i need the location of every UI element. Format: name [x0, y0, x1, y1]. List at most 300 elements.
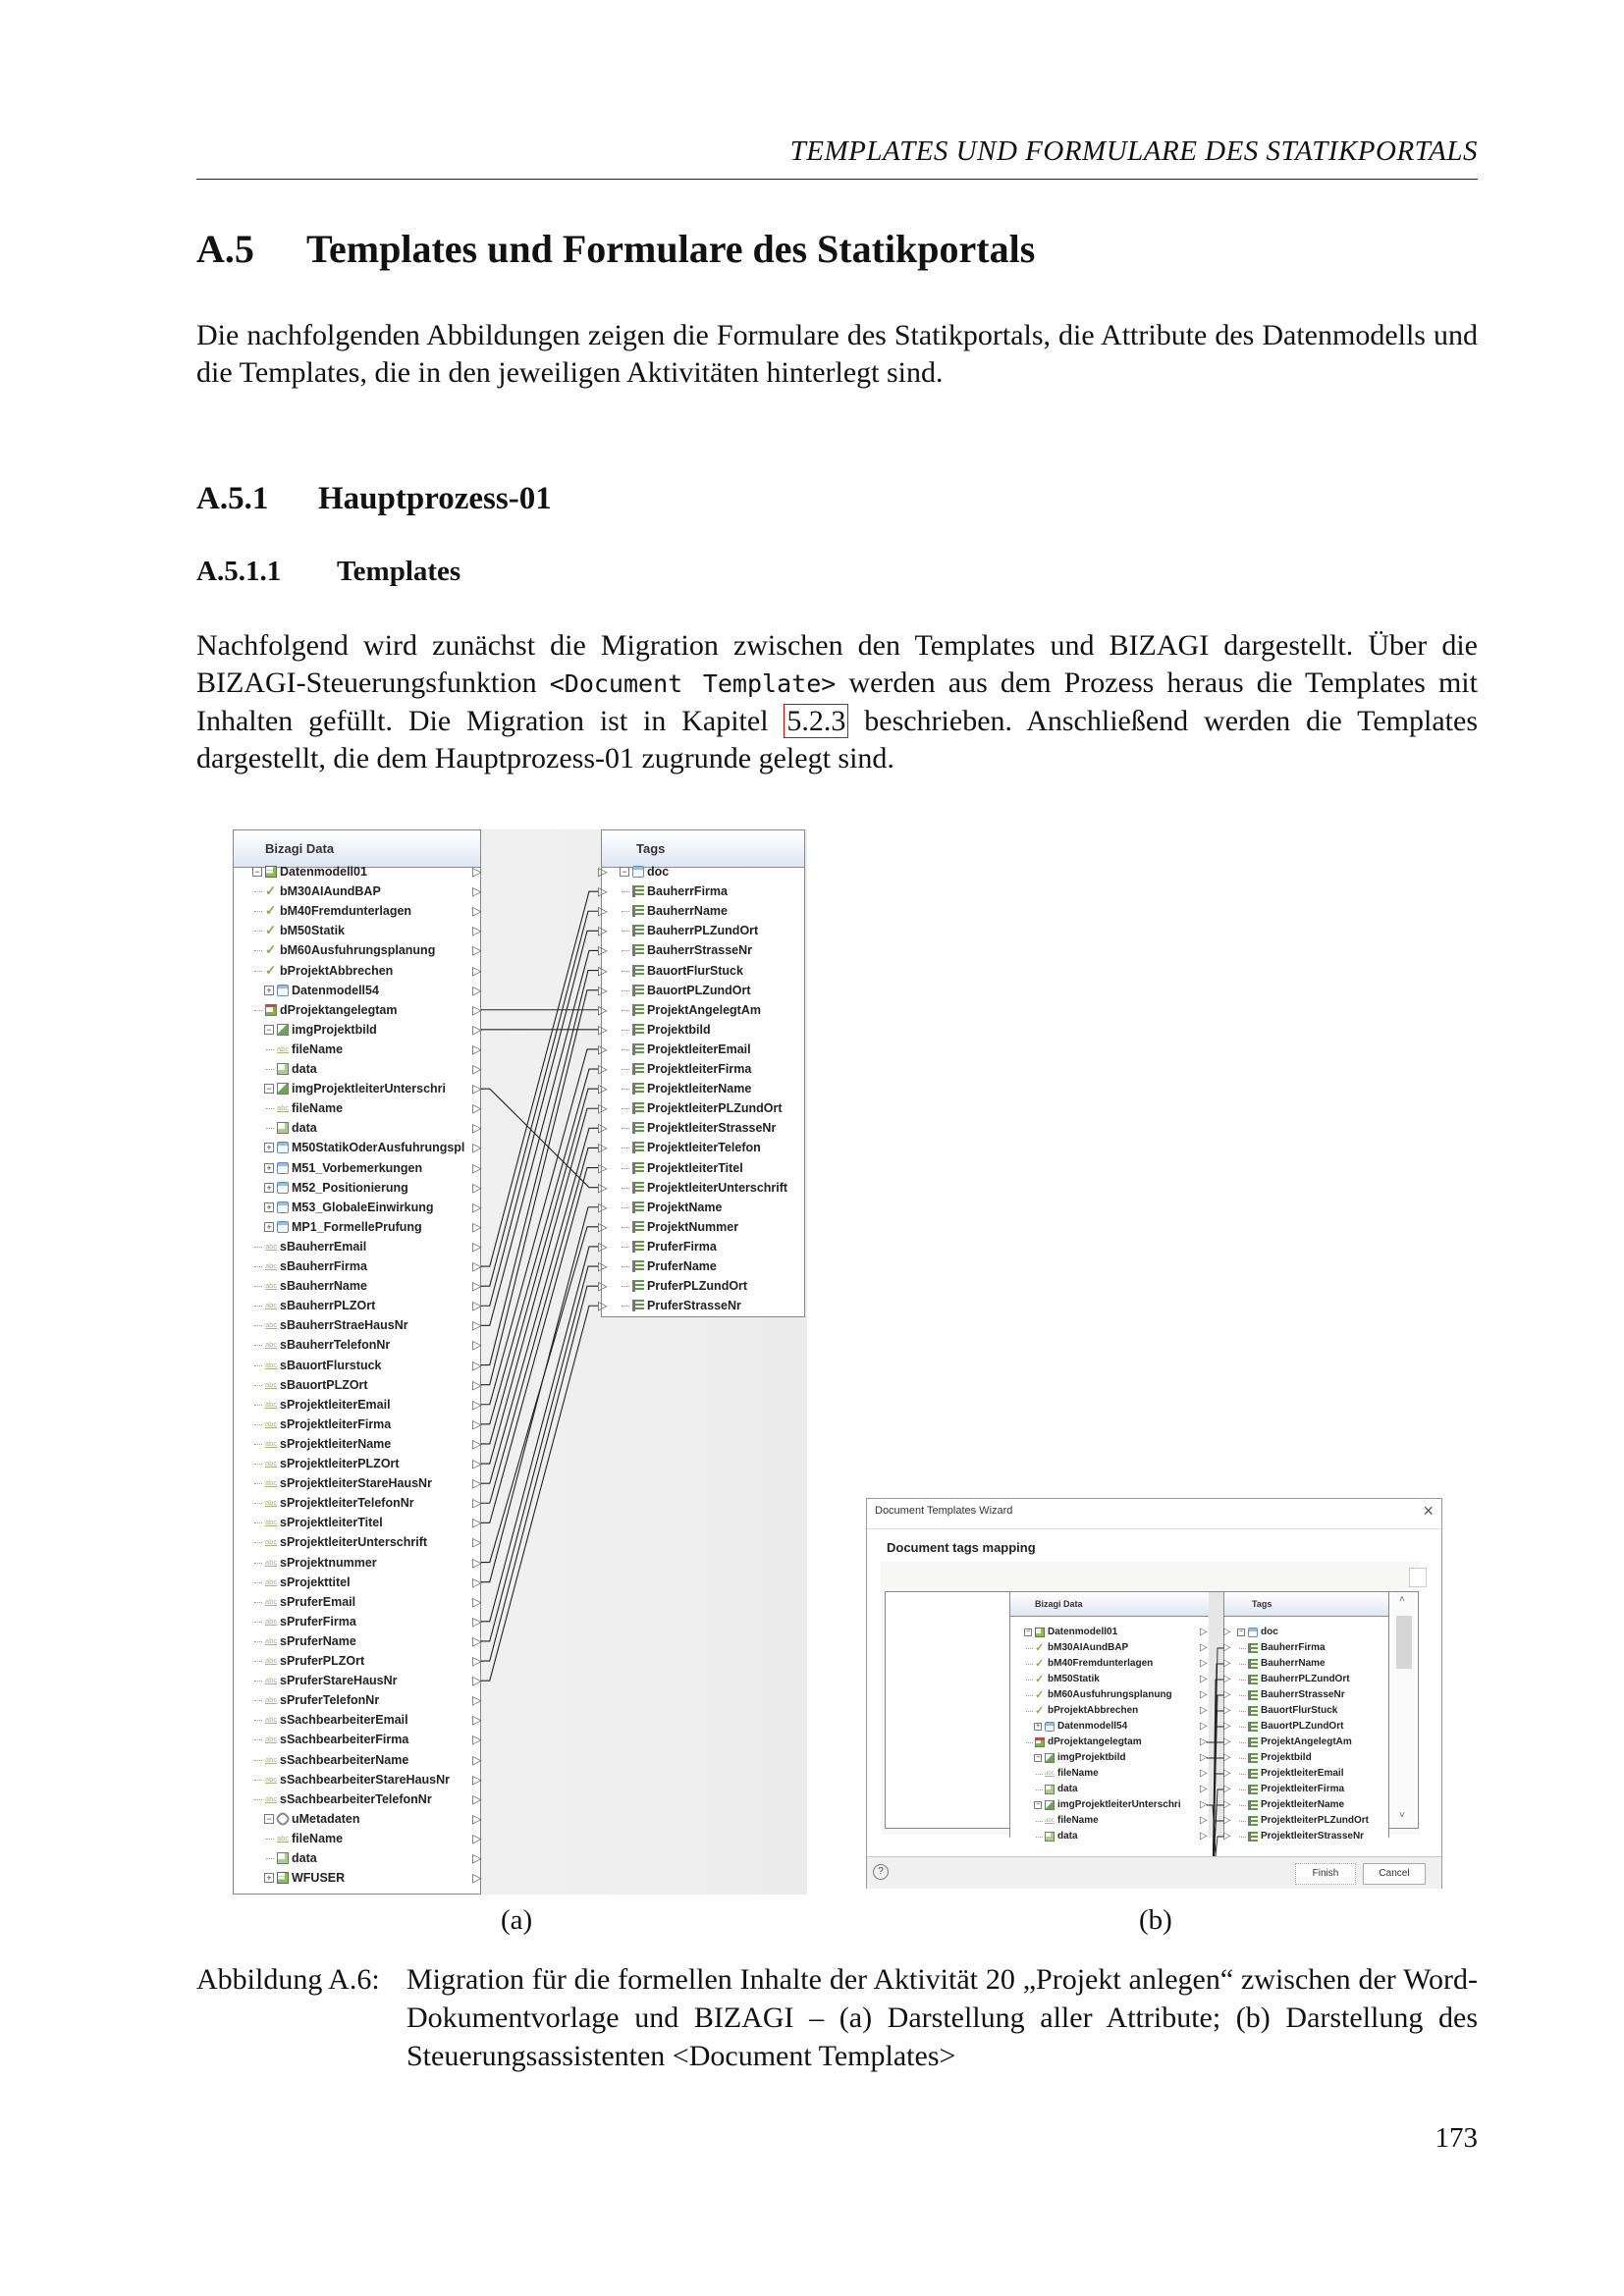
connector-arrow-icon[interactable]: ▷: [472, 1041, 482, 1056]
tree-connector: [1036, 1774, 1043, 1775]
tree-node[interactable]: [233, 1789, 482, 1809]
finish-button[interactable]: Finish: [1295, 1863, 1356, 1885]
connector-arrow-icon[interactable]: ▷: [598, 1239, 608, 1254]
tag-icon: [1248, 1659, 1258, 1669]
collapse-icon[interactable]: −: [1025, 1629, 1031, 1635]
connector-arrow-icon[interactable]: ▷: [1223, 1627, 1231, 1637]
connector-arrow-icon[interactable]: ▷: [472, 1654, 482, 1668]
chapter-link[interactable]: 5.2.3: [784, 704, 848, 738]
connector-arrow-icon[interactable]: ▷: [598, 1279, 608, 1294]
tree-connector: [1239, 1821, 1246, 1822]
wizard-heading: Document tags mapping: [887, 1540, 1036, 1555]
collapse-icon[interactable]: −: [1035, 1754, 1041, 1761]
mapping-line: [481, 1286, 598, 1661]
figure-caption-label: Abbildung A.6:: [196, 1963, 380, 1996]
scroll-down-icon[interactable]: ˅: [1399, 1810, 1405, 1821]
help-icon[interactable]: ?: [873, 1864, 889, 1880]
connector-arrow-icon[interactable]: ▷: [1223, 1815, 1231, 1826]
node-label: sProjekttitel: [280, 1575, 351, 1589]
connector-arrow-icon[interactable]: ▷: [1223, 1642, 1231, 1653]
tree-connector: [622, 1128, 629, 1129]
expand-icon[interactable]: +: [1035, 1723, 1041, 1730]
tree-node[interactable]: [233, 1375, 482, 1395]
tree-connector: [1239, 1742, 1246, 1743]
scroll-up-icon[interactable]: ˄: [1399, 1594, 1405, 1605]
tree-node[interactable]: [233, 1592, 482, 1612]
abc-icon: abc: [265, 1379, 278, 1389]
collapse-icon[interactable]: −: [264, 1814, 274, 1824]
wizard-footer: [867, 1856, 1441, 1889]
file-icon: [277, 1122, 289, 1134]
connector-arrow-icon[interactable]: ▷: [1200, 1642, 1208, 1653]
collapse-icon[interactable]: −: [252, 867, 262, 877]
connector-arrow-icon[interactable]: ▷: [472, 1318, 482, 1333]
tree-node[interactable]: [233, 1612, 482, 1631]
tree-connector: [622, 1168, 629, 1169]
tree-connector: [254, 950, 262, 951]
connector-arrow-icon[interactable]: ▷: [598, 1200, 608, 1214]
connector-arrow-icon[interactable]: ▷: [598, 865, 608, 879]
connector-arrow-icon[interactable]: ▷: [472, 1180, 482, 1195]
connector-arrow-icon[interactable]: ▷: [598, 1121, 608, 1136]
connector-arrow-icon[interactable]: ▷: [472, 1416, 482, 1431]
tree-connector: [254, 1483, 262, 1484]
tree-connector: [1026, 1664, 1033, 1665]
mapping-line: [481, 1089, 598, 1444]
connector-arrow-icon[interactable]: ▷: [472, 924, 482, 938]
tree-node[interactable]: [233, 1415, 482, 1434]
tree-connector: [254, 1622, 262, 1623]
layout-options-icon[interactable]: [1409, 1568, 1427, 1587]
check-icon: ✓: [265, 903, 277, 919]
tag-label: PruferPLZundOrt: [647, 1279, 748, 1294]
connector-arrow-icon[interactable]: ▷: [1223, 1752, 1231, 1763]
connector-arrow-icon[interactable]: ▷: [598, 1082, 608, 1096]
connector-arrow-icon[interactable]: ▷: [472, 1575, 482, 1589]
group-icon: [277, 1162, 289, 1174]
connector-arrow-icon[interactable]: ▷: [598, 1041, 608, 1056]
connector-arrow-icon[interactable]: ▷: [598, 943, 608, 958]
group-icon: [277, 1201, 289, 1213]
collapse-icon[interactable]: −: [620, 867, 629, 877]
connector-arrow-icon[interactable]: ▷: [472, 983, 482, 997]
tree-node[interactable]: [233, 1513, 482, 1532]
body-paragraph: [196, 627, 1478, 777]
abc-icon: abc: [277, 1103, 290, 1113]
connector-arrow-icon[interactable]: ▷: [472, 1436, 482, 1451]
tree-connector: [622, 1030, 629, 1031]
abc-icon: abc: [265, 1261, 278, 1270]
connector-arrow-icon[interactable]: ▷: [472, 1516, 482, 1530]
expand-icon[interactable]: +: [264, 986, 274, 995]
node-label: bM30AIAundBAP: [1048, 1642, 1129, 1653]
connector-arrow-icon[interactable]: ▷: [472, 1160, 482, 1175]
connector-arrow-icon[interactable]: ▷: [1200, 1689, 1208, 1700]
entity-icon: [265, 866, 277, 878]
connector-arrow-icon[interactable]: ▷: [1200, 1815, 1208, 1826]
node-label: sBauherrName: [280, 1279, 367, 1294]
connector-arrow-icon[interactable]: ▷: [472, 1535, 482, 1550]
connector-arrow-icon[interactable]: ▷: [472, 1871, 482, 1886]
connector-arrow-icon[interactable]: ▷: [598, 1002, 608, 1017]
tag-icon: [632, 1221, 644, 1233]
file-icon: [1045, 1785, 1055, 1794]
connector-arrow-icon[interactable]: ▷: [472, 943, 482, 958]
node-label: sPruferPLZOrt: [280, 1654, 365, 1668]
connector-arrow-icon[interactable]: ▷: [472, 1811, 482, 1826]
connector-arrow-icon[interactable]: ▷: [1200, 1674, 1208, 1684]
tag-icon: [632, 1004, 644, 1016]
node-label: uMetadaten: [292, 1811, 360, 1826]
file-icon: [277, 1852, 289, 1864]
figure-a-mapping: [233, 829, 807, 1895]
connector-arrow-icon[interactable]: ▷: [1200, 1721, 1208, 1732]
mapping-line: [481, 1069, 598, 1424]
connector-arrow-icon[interactable]: ▷: [472, 1633, 482, 1648]
attach-icon: [275, 1810, 292, 1827]
expand-icon[interactable]: +: [264, 1143, 274, 1152]
connector-arrow-icon[interactable]: ▷: [1223, 1689, 1231, 1700]
node-label: Datenmodell01: [1048, 1627, 1118, 1637]
connector-arrow-icon[interactable]: ▷: [472, 1338, 482, 1353]
connector-arrow-icon[interactable]: ▷: [472, 1772, 482, 1787]
tree-node[interactable]: [233, 1493, 482, 1513]
connector-arrow-icon[interactable]: ▷: [472, 1101, 482, 1116]
group-icon: [277, 1221, 289, 1233]
tree-node[interactable]: [233, 1434, 482, 1454]
check-icon: ✓: [265, 942, 277, 958]
node-label: imgProjektbild: [292, 1022, 377, 1037]
connector-arrow-icon[interactable]: ▷: [472, 1555, 482, 1570]
abc-icon: abc: [265, 1301, 278, 1310]
mapping-line: [481, 990, 598, 1385]
connector-arrow-icon[interactable]: ▷: [598, 1299, 608, 1313]
tag-icon: [632, 944, 644, 956]
connector-arrow-icon[interactable]: ▷: [1223, 1705, 1231, 1716]
connector-arrow-icon[interactable]: ▷: [1200, 1736, 1208, 1747]
tree-node[interactable]: [233, 1848, 482, 1868]
connector-arrow-icon[interactable]: ▷: [1223, 1736, 1231, 1747]
tree-connector: [254, 1365, 262, 1366]
tag-icon: [632, 1024, 644, 1036]
node-label: Datenmodell01: [280, 865, 367, 879]
connector-arrow-icon[interactable]: ▷: [598, 1160, 608, 1175]
connector-arrow-icon[interactable]: ▷: [472, 1594, 482, 1609]
tree-connector: [622, 1010, 629, 1011]
connector-arrow-icon[interactable]: ▷: [1200, 1627, 1208, 1637]
tree-node[interactable]: [233, 1690, 482, 1710]
connector-arrow-icon[interactable]: ▷: [472, 865, 482, 879]
connector-arrow-icon[interactable]: ▷: [1200, 1831, 1208, 1842]
abc-icon: abc: [265, 1241, 278, 1251]
image-icon: [277, 1024, 289, 1036]
connector-arrow-icon[interactable]: ▷: [472, 1259, 482, 1273]
mapping-line: [481, 1128, 598, 1483]
title-bar: [867, 1499, 1441, 1529]
group-icon: [277, 1142, 289, 1153]
tree-node[interactable]: [233, 1356, 482, 1375]
connector-arrow-icon[interactable]: ▷: [598, 1062, 608, 1076]
node-label: sProjektleiterStareHausNr: [280, 1476, 432, 1491]
connector-arrow-icon[interactable]: ▷: [472, 1733, 482, 1747]
node-label: bM50Statik: [1048, 1674, 1100, 1684]
connector-arrow-icon[interactable]: ▷: [598, 904, 608, 919]
connector-arrow-icon[interactable]: ▷: [472, 1752, 482, 1767]
tree-connector: [254, 1010, 262, 1011]
tree-node[interactable]: [233, 1454, 482, 1473]
tree-connector: [266, 1108, 274, 1109]
connector-arrow-icon[interactable]: ▷: [472, 1674, 482, 1688]
tag-icon: [632, 885, 644, 897]
node-label: sBauherrFirma: [280, 1259, 367, 1273]
tag-label: ProjektAngelegtAm: [647, 1002, 761, 1017]
abc-icon: abc: [265, 1695, 278, 1705]
tree-node[interactable]: [233, 1335, 482, 1355]
tree-node[interactable]: [233, 1532, 482, 1552]
mapping-viewport: [885, 1591, 1419, 1842]
connector-arrow-icon[interactable]: ▷: [598, 1101, 608, 1116]
tree-node[interactable]: [233, 1868, 482, 1888]
connector-arrow-icon[interactable]: ▷: [472, 1022, 482, 1037]
connector-arrow-icon[interactable]: ▷: [472, 1791, 482, 1806]
mapping-line: [1207, 1664, 1223, 1884]
connector-arrow-icon[interactable]: ▷: [472, 1397, 482, 1412]
connector-arrow-icon[interactable]: ▷: [598, 884, 608, 899]
tree-connector: [1036, 1821, 1043, 1822]
tags-header: Tags: [602, 830, 804, 868]
connector-arrow-icon[interactable]: ▷: [472, 963, 482, 978]
mapping-line: [481, 911, 598, 1286]
connector-arrow-icon[interactable]: ▷: [1223, 1784, 1231, 1794]
tree-node[interactable]: [233, 1750, 482, 1770]
tag-label: ProjektleiterUnterschrift: [647, 1180, 788, 1195]
tag-label: ProjektName: [647, 1200, 723, 1214]
abc-icon: abc: [265, 1635, 278, 1645]
tree-connector: [1026, 1711, 1033, 1712]
expand-icon[interactable]: +: [264, 1183, 274, 1193]
node-label: imgProjektleiterUnterschri: [292, 1082, 446, 1096]
node-label: bProjektAbbrechen: [280, 963, 394, 978]
connector-arrow-icon[interactable]: ▷: [1200, 1705, 1208, 1716]
connector-arrow-icon[interactable]: ▷: [1223, 1674, 1231, 1684]
page-number: 173: [1435, 2122, 1478, 2154]
connector-arrow-icon[interactable]: ▷: [472, 1496, 482, 1511]
tree-connector: [1239, 1837, 1246, 1838]
group-icon: [632, 866, 644, 878]
subsubsection-number: A.5.1.1: [196, 556, 282, 587]
abc-icon: abc: [265, 1360, 278, 1369]
connector-arrow-icon[interactable]: ▷: [472, 1851, 482, 1865]
connector-arrow-icon[interactable]: ▷: [472, 1082, 482, 1096]
node-label: bM60Ausfuhrungsplanung: [1048, 1689, 1172, 1700]
paragraph-text: beschrieben. Anschließend werden die Templates dargestellt, die dem Hauptprozess-01 zugrunde gelegt sind.: [196, 705, 1478, 774]
abc-icon: abc: [265, 1399, 278, 1409]
connector-arrow-icon[interactable]: ▷: [472, 1358, 482, 1372]
abc-icon: abc: [265, 1418, 278, 1428]
connector-arrow-icon[interactable]: ▷: [598, 1180, 608, 1195]
group-icon: [1045, 1722, 1055, 1732]
tree-connector: [622, 1207, 629, 1208]
tag-icon: [632, 1043, 644, 1055]
tag-icon: [1248, 1816, 1258, 1826]
tree-node[interactable]: [233, 1651, 482, 1671]
tag-label: ProjektleiterEmail: [1261, 1768, 1344, 1779]
tree-connector: [254, 1522, 262, 1523]
collapse-icon[interactable]: −: [264, 1025, 274, 1035]
tree-connector: [254, 1266, 262, 1267]
abc-icon: abc: [265, 1774, 278, 1784]
tree-connector: [254, 1661, 262, 1662]
connector-arrow-icon[interactable]: ▷: [472, 1476, 482, 1491]
expand-icon[interactable]: +: [264, 1163, 274, 1173]
expand-icon[interactable]: +: [264, 1222, 274, 1232]
close-icon[interactable]: ×: [1423, 1501, 1434, 1521]
connector-arrow-icon[interactable]: ▷: [472, 1693, 482, 1708]
abc-icon: abc: [265, 1537, 278, 1547]
abc-icon: abc: [265, 1616, 278, 1626]
tree-connector: [1239, 1789, 1246, 1790]
node-label: Datenmodell54: [1057, 1721, 1128, 1732]
connector-arrow-icon[interactable]: ▷: [598, 983, 608, 997]
connector-arrow-icon[interactable]: ▷: [472, 1279, 482, 1294]
node-label: sProjektleiterFirma: [280, 1416, 392, 1431]
mapping-line: [481, 1207, 598, 1582]
connector-arrow-icon[interactable]: ▷: [1223, 1831, 1231, 1842]
abc-icon: abc: [265, 1340, 278, 1350]
connector-arrow-icon[interactable]: ▷: [472, 1121, 482, 1136]
tree-connector: [254, 1780, 262, 1781]
tree-node[interactable]: [233, 1730, 482, 1749]
connector-arrow-icon[interactable]: ▷: [472, 1614, 482, 1629]
connector-arrow-icon[interactable]: ▷: [472, 1831, 482, 1845]
connector-arrow-icon[interactable]: ▷: [598, 963, 608, 978]
connector-arrow-icon[interactable]: ▷: [1223, 1658, 1231, 1669]
tag-label: ProjektleiterPLZundOrt: [647, 1101, 783, 1116]
node-label: sPruferName: [280, 1633, 356, 1648]
connector-arrow-icon[interactable]: ▷: [472, 884, 482, 899]
tags-header: Tags: [1224, 1592, 1388, 1617]
cancel-button[interactable]: Cancel: [1363, 1863, 1426, 1885]
expand-icon[interactable]: +: [264, 1202, 274, 1212]
tree-connector: [622, 1227, 629, 1228]
connector-arrow-icon[interactable]: ▷: [472, 1713, 482, 1728]
tree-connector: [254, 1464, 262, 1465]
tree-connector: [1239, 1727, 1246, 1728]
tree-connector: [622, 1069, 629, 1070]
tag-label: BauherrFirma: [1261, 1642, 1326, 1653]
subcaption-b: (b): [1139, 1904, 1172, 1936]
tree-node[interactable]: [233, 1671, 482, 1690]
connector-arrow-icon[interactable]: ▷: [1200, 1752, 1208, 1763]
connector-arrow-icon[interactable]: ▷: [598, 1259, 608, 1273]
connector-arrow-icon[interactable]: ▷: [472, 1299, 482, 1313]
connector-arrow-icon[interactable]: ▷: [472, 1062, 482, 1076]
tag-icon: [632, 925, 644, 936]
bizagi-data-header: Bizagi Data: [234, 830, 480, 868]
check-icon: ✓: [1035, 1705, 1045, 1717]
connector-arrow-icon[interactable]: ▷: [1200, 1768, 1208, 1779]
mapping-line: [481, 1306, 598, 1681]
connector-arrow-icon[interactable]: ▷: [1223, 1768, 1231, 1779]
header-rule: [196, 179, 1478, 180]
mapping-line: [481, 1168, 598, 1523]
connector-arrow-icon[interactable]: ▷: [472, 904, 482, 919]
connector-arrow-icon[interactable]: ▷: [598, 1141, 608, 1155]
tree-node[interactable]: [233, 1473, 482, 1493]
tree-connector: [254, 1385, 262, 1386]
connector-arrow-icon[interactable]: ▷: [472, 1239, 482, 1254]
connector-arrow-icon[interactable]: ▷: [598, 924, 608, 938]
tag-icon: [1248, 1737, 1258, 1747]
connector-arrow-icon[interactable]: ▷: [472, 1200, 482, 1214]
node-label: sSachbearbeiterFirma: [280, 1733, 409, 1747]
connector-arrow-icon[interactable]: ▷: [1200, 1784, 1208, 1794]
abc-icon: abc: [265, 1715, 278, 1725]
connector-arrow-icon[interactable]: ▷: [1200, 1799, 1208, 1810]
node-label: fileName: [292, 1101, 344, 1116]
tag-icon: [1248, 1722, 1258, 1732]
tree-node[interactable]: [233, 1573, 482, 1592]
tree-node[interactable]: [233, 1829, 482, 1848]
connector-arrow-icon[interactable]: ▷: [472, 1377, 482, 1392]
tree-connector: [254, 1444, 262, 1445]
expand-icon[interactable]: +: [264, 1873, 274, 1883]
node-label: sSachbearbeiterEmail: [280, 1713, 408, 1728]
connector-arrow-icon[interactable]: ▷: [472, 1219, 482, 1234]
tag-icon: [1248, 1769, 1258, 1779]
connector-arrow-icon[interactable]: ▷: [1223, 1721, 1231, 1732]
mapping-line: [481, 950, 598, 1325]
paragraph-text: Nachfolgend wird zunächst die Migration zwischen den Templates und BIZAGI dargestellt. Über die BIZAGI-Steuerungsfunktion: [196, 629, 1478, 699]
node-label: imgProjektbild: [1057, 1752, 1126, 1763]
node-label: sBauherrPLZOrt: [280, 1299, 376, 1313]
tree-connector: [1026, 1680, 1033, 1681]
tree-node[interactable]: [233, 1770, 482, 1789]
mapping-tree: [886, 1592, 1420, 1842]
connector-arrow-icon[interactable]: ▷: [1223, 1799, 1231, 1810]
node-label: sPruferFirma: [280, 1614, 356, 1629]
connector-arrow-icon[interactable]: ▷: [472, 1141, 482, 1155]
tree-connector: [254, 1720, 262, 1721]
collapse-icon[interactable]: −: [1238, 1629, 1244, 1635]
section-title: Templates und Formulare des Statikportals: [306, 227, 1036, 271]
tree-node[interactable]: [233, 1395, 482, 1415]
check-icon: ✓: [1035, 1642, 1045, 1654]
mapping-line: [1207, 1648, 1223, 1884]
tag-label: ProjektleiterStrasseNr: [647, 1121, 777, 1136]
tree-connector: [622, 1089, 629, 1090]
tag-icon: [1248, 1690, 1258, 1700]
tree-node[interactable]: [233, 1710, 482, 1730]
abc-icon: abc: [265, 1459, 278, 1468]
connector-arrow-icon[interactable]: ▷: [472, 1002, 482, 1017]
connector-arrow-icon[interactable]: ▷: [472, 1457, 482, 1470]
tree-node[interactable]: [233, 1809, 482, 1829]
collapse-icon[interactable]: −: [264, 1084, 274, 1094]
entity-icon: [277, 1872, 289, 1884]
connector-arrow-icon[interactable]: ▷: [1200, 1658, 1208, 1669]
connector-arrow-icon[interactable]: ▷: [598, 1219, 608, 1234]
tag-icon: [1248, 1800, 1258, 1810]
tree-node[interactable]: [233, 1315, 482, 1335]
node-label: data: [1057, 1784, 1078, 1794]
tree-node[interactable]: [233, 1631, 482, 1651]
node-label: M51_Vorbemerkungen: [292, 1160, 423, 1175]
tree-node[interactable]: [233, 1553, 482, 1573]
collapse-icon[interactable]: −: [1035, 1801, 1041, 1808]
tree-connector: [1239, 1664, 1246, 1665]
connector-arrow-icon[interactable]: ▷: [598, 1022, 608, 1037]
